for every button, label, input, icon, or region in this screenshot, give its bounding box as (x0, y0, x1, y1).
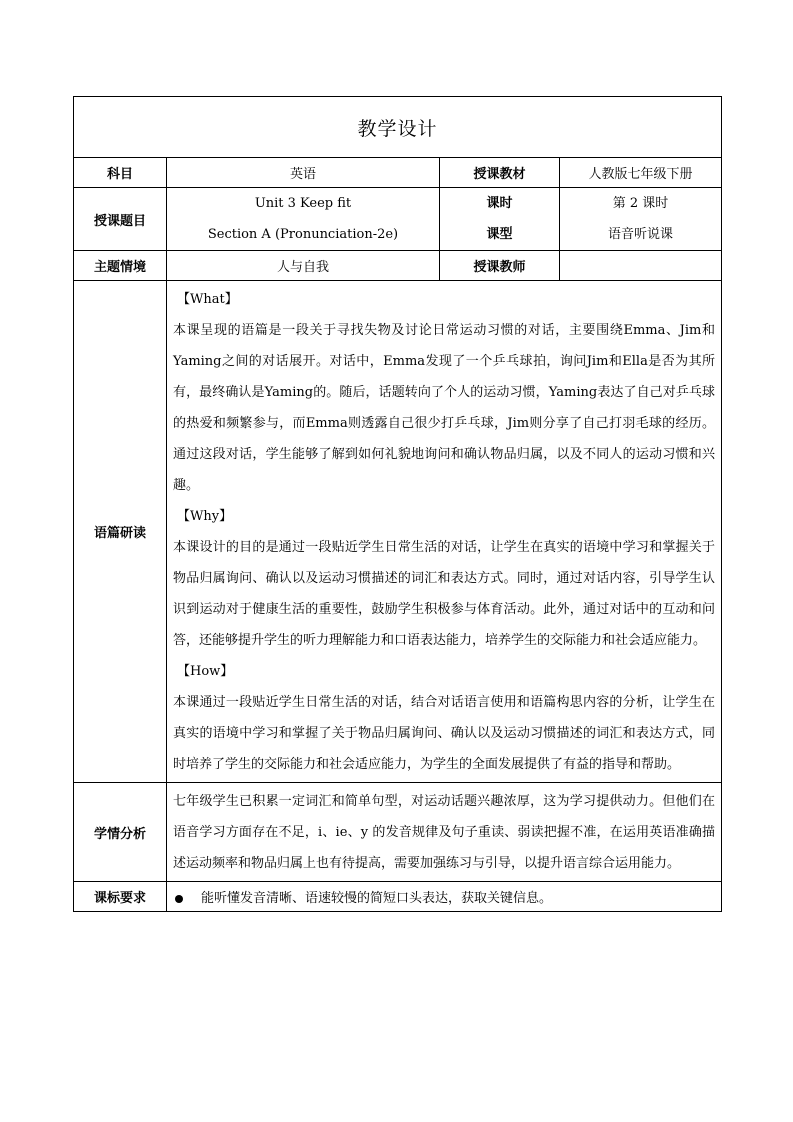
page-title: 教学设计 (74, 97, 722, 158)
learner-content (167, 783, 722, 882)
period-type-labels (440, 188, 560, 251)
learner-paragraph: 七年级学生已积累一定词汇和简单句型，对运动话题兴趣浓厚，这为学习提供动力。但他们在语音学习方面存在不足，i、ie、y 的发音规律及句子重读、弱读把握不准，在运用英语准确描述运动频率和物品归属上也有待提高，需要加强练习与引导，以提升语言综合运用能力。 (173, 794, 716, 871)
period-value: 第 2 课时 (612, 196, 669, 211)
period-type-values (560, 188, 722, 251)
how-heading: 【How】 (177, 664, 234, 679)
analysis-content (167, 281, 722, 783)
standard-label: 课标要求 (74, 882, 167, 912)
bullet-icon (175, 895, 183, 903)
type-value: 语音听说课 (608, 227, 674, 242)
teacher-value (560, 251, 722, 281)
why-paragraph: 本课设计的目的是通过一段贴近学生日常生活的对话，让学生在真实的语境中学习和掌握关于物品归属询问、确认以及运动习惯描述的词汇和表达方式。同时，通过对话内容，引导学生认识到运动对于健康生活的重要性，鼓励学生积极参与体育活动。此外，通过对话中的互动和问答，还能够提升学生的听力理解能力和口语表达能力，培养学生的交际能力和社会适应能力。 (173, 540, 716, 648)
what-heading: 【What】 (177, 292, 238, 307)
how-paragraph: 本课通过一段贴近学生日常生活的对话，结合对话语言使用和语篇构思内容的分析，让学生在真实的语境中学习和掌握了关于物品归属询问、确认以及运动习惯描述的词汇和表达方式，同时培养了学生的交际能力和社会适应能力，为学生的全面发展提供了有益的指导和帮助。 (173, 695, 716, 772)
period-label: 课时 (486, 196, 513, 211)
topic-value (167, 188, 440, 251)
context-label: 主题情境 (74, 251, 167, 281)
topic-line-2: Section A (Pronunciation-2e) (207, 227, 399, 242)
context-value: 人与自我 (167, 251, 440, 281)
analysis-label: 语篇研读 (74, 281, 167, 783)
standard-item: 能听懂发音清晰、语速较慢的简短口头表达，获取关键信息。 (201, 891, 553, 906)
teacher-label: 授课教师 (440, 251, 560, 281)
what-paragraph: 本课呈现的语篇是一段关于寻找失物及讨论日常运动习惯的对话，主要围绕Emma、Jim和Yaming之间的对话展开。对话中，Emma发现了一个乒乓球拍，询问Jim和Ella是否为其所有，最终确认是Yaming的。随后，话题转向了个人的运动习惯，Yaming表达了自己对乒乓球的热爱和频繁参与，而Emma则透露自己很少打乒乓球，Jim则分享了自己打羽毛球的经历。通过这段对话，学生能够了解到如何礼貌地询问和确认物品归属，以及不同人的运动习惯和兴趣。 (173, 323, 716, 493)
textbook-label: 授课教材 (440, 158, 560, 188)
topic-label: 授课题目 (74, 188, 167, 251)
why-heading: 【Why】 (177, 509, 233, 524)
lesson-plan-table (73, 96, 722, 912)
subject-value: 英语 (167, 158, 440, 188)
type-label: 课型 (486, 227, 513, 242)
standard-content (167, 882, 722, 912)
subject-label: 科目 (74, 158, 167, 188)
topic-line-1: Unit 3 Keep fit (254, 196, 352, 211)
learner-label: 学情分析 (74, 783, 167, 882)
textbook-value: 人教版七年级下册 (560, 158, 722, 188)
